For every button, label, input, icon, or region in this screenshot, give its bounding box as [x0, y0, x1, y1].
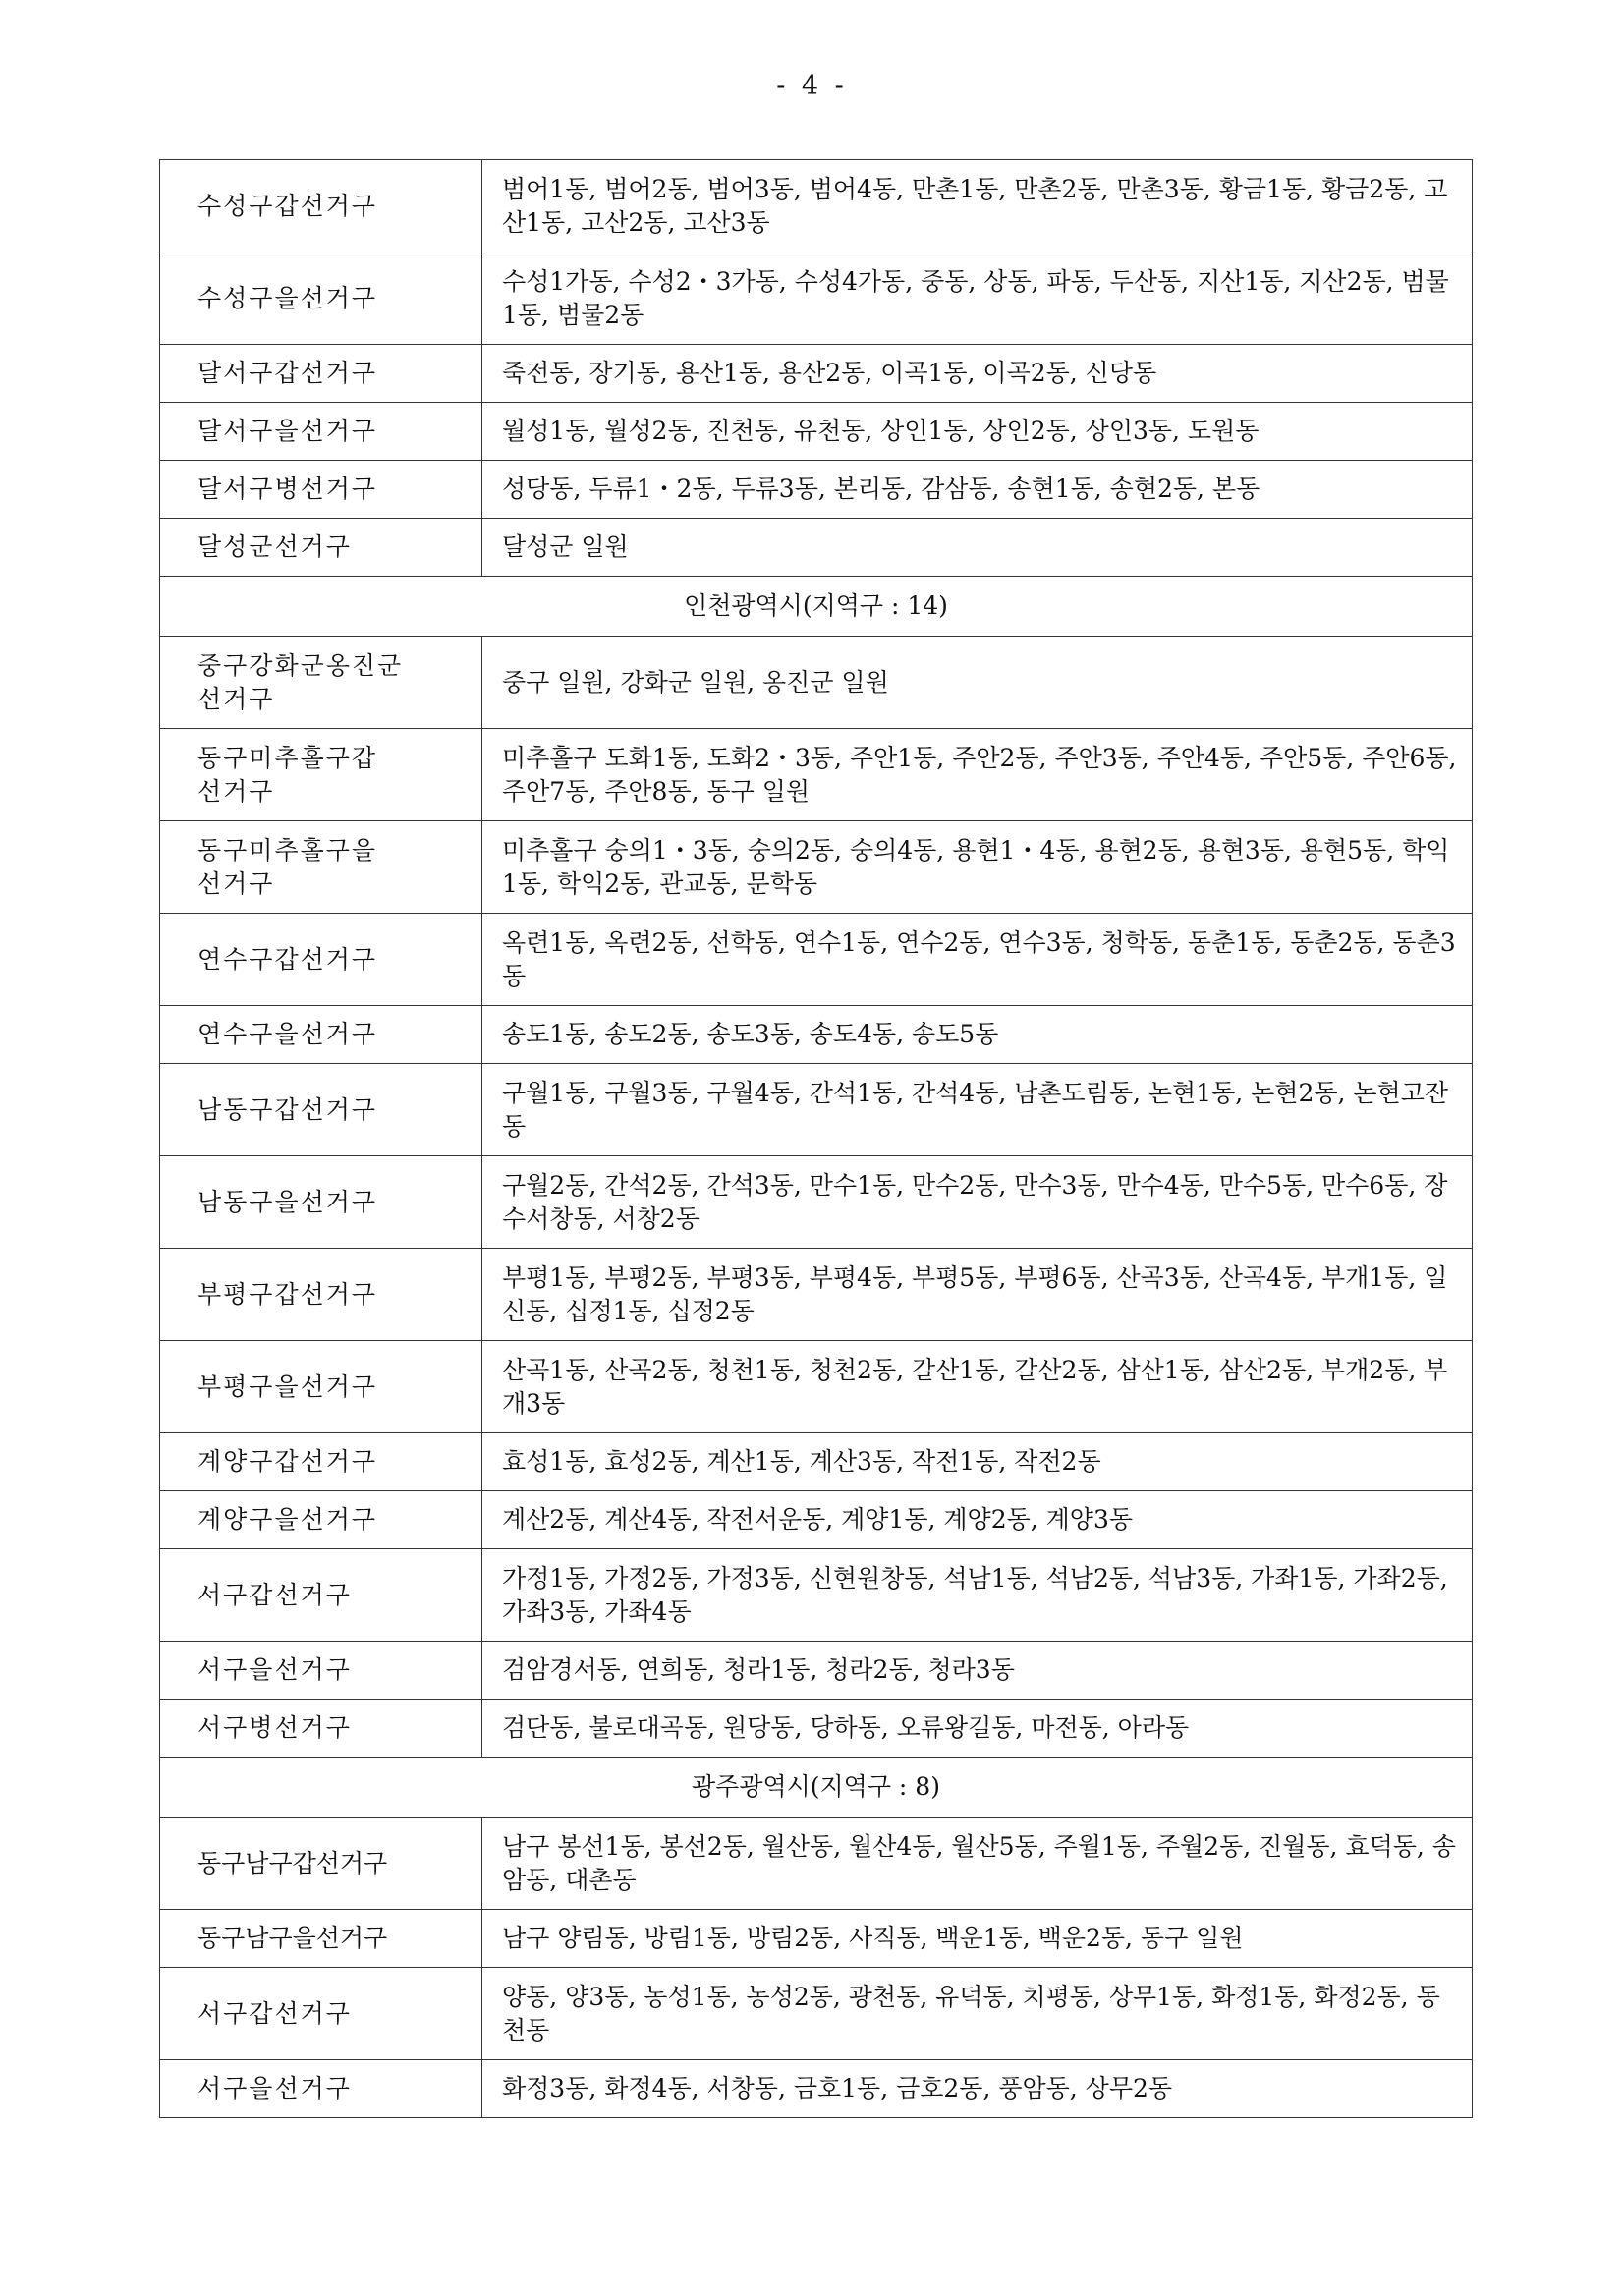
- district-name: [160, 821, 482, 914]
- table-row: [160, 1433, 1473, 1491]
- dong-list: 가정1동, 가정2동, 가정3동, 신현원창동, 석남1동, 석남2동, 석남3동, 가좌1동, 가좌2동, 가좌3동, 가좌4동: [482, 1549, 1473, 1642]
- dong-list: 수성1가동, 수성2・3가동, 수성4가동, 중동, 상동, 파동, 두산동, 지산1동, 지산2동, 범물1동, 범물2동: [482, 252, 1473, 345]
- table-row: [160, 914, 1473, 1006]
- district-name-line2: 선거구: [197, 868, 275, 898]
- district-name: 수성구을선거구: [160, 252, 482, 345]
- section-row: [160, 1758, 1473, 1818]
- district-name: 서구갑선거구: [160, 1968, 482, 2060]
- district-name: 남동구갑선거구: [160, 1064, 482, 1156]
- dong-list: 검단동, 불로대곡동, 원당동, 당하동, 오류왕길동, 마전동, 아라동: [482, 1700, 1473, 1758]
- dong-list: 산곡1동, 산곡2동, 청천1동, 청천2동, 갈산1동, 갈산2동, 삼산1동, 삼산2동, 부개2동, 부개3동: [482, 1341, 1473, 1433]
- district-name: 계양구갑선거구: [160, 1433, 482, 1491]
- district-name: [160, 729, 482, 821]
- dong-list: 송도1동, 송도2동, 송도3동, 송도4동, 송도5동: [482, 1006, 1473, 1064]
- table-row: [160, 461, 1473, 519]
- section-title: 인천광역시(지역구 : 14): [160, 577, 1473, 637]
- dong-list: 옥련1동, 옥련2동, 선학동, 연수1동, 연수2동, 연수3동, 청학동, 동춘1동, 동춘2동, 동춘3동: [482, 914, 1473, 1006]
- district-name: 계양구을선거구: [160, 1491, 482, 1549]
- dong-list: 화정3동, 화정4동, 서창동, 금호1동, 금호2동, 풍암동, 상무2동: [482, 2060, 1473, 2118]
- dong-list: 미추홀구 도화1동, 도화2・3동, 주안1동, 주안2동, 주안3동, 주안4동, 주안5동, 주안6동, 주안7동, 주안8동, 동구 일원: [482, 729, 1473, 821]
- table-row: [160, 1064, 1473, 1156]
- district-name: 달서구병선거구: [160, 461, 482, 519]
- table-row: [160, 1341, 1473, 1433]
- district-name: 부평구갑선거구: [160, 1249, 482, 1341]
- district-name: 서구병선거구: [160, 1700, 482, 1758]
- section-title: 광주광역시(지역구 : 8): [160, 1758, 1473, 1818]
- table-row: [160, 1156, 1473, 1249]
- district-name-line2: 선거구: [197, 684, 275, 713]
- table-row: [160, 1910, 1473, 1968]
- table-row: [160, 1249, 1473, 1341]
- district-name-line1: 중구강화군옹진군: [197, 650, 404, 680]
- table-row: [160, 252, 1473, 345]
- table-row: [160, 821, 1473, 914]
- dong-list: 미추홀구 숭의1・3동, 숭의2동, 숭의4동, 용현1・4동, 용현2동, 용현3동, 용현5동, 학익1동, 학익2동, 관교동, 문학동: [482, 821, 1473, 914]
- section-row: [160, 577, 1473, 637]
- table-row: [160, 1700, 1473, 1758]
- district-name: 서구을선거구: [160, 1642, 482, 1700]
- dong-list: 구월2동, 간석2동, 간석3동, 만수1동, 만수2동, 만수3동, 만수4동, 만수5동, 만수6동, 장수서창동, 서창2동: [482, 1156, 1473, 1249]
- dong-list: 부평1동, 부평2동, 부평3동, 부평4동, 부평5동, 부평6동, 산곡3동, 산곡4동, 부개1동, 일신동, 십정1동, 십정2동: [482, 1249, 1473, 1341]
- district-name: 연수구을선거구: [160, 1006, 482, 1064]
- district-name-line1: 동구미추홀구을: [197, 835, 378, 865]
- table-row: [160, 403, 1473, 461]
- district-name: 수성구갑선거구: [160, 160, 482, 252]
- dong-list: 성당동, 두류1・2동, 두류3동, 본리동, 감삼동, 송현1동, 송현2동, 본동: [482, 461, 1473, 519]
- page-number: - 4 -: [776, 71, 848, 101]
- table-row: [160, 1491, 1473, 1549]
- table-row: [160, 160, 1473, 252]
- dong-list: 달성군 일원: [482, 519, 1473, 577]
- table-row: [160, 729, 1473, 821]
- table-row: [160, 1818, 1473, 1910]
- table-row: [160, 1006, 1473, 1064]
- table-row: [160, 1642, 1473, 1700]
- dong-list: 검암경서동, 연희동, 청라1동, 청라2동, 청라3동: [482, 1642, 1473, 1700]
- dong-list: 효성1동, 효성2동, 계산1동, 계산3동, 작전1동, 작전2동: [482, 1433, 1473, 1491]
- dong-list: 중구 일원, 강화군 일원, 옹진군 일원: [482, 637, 1473, 729]
- district-name: 부평구을선거구: [160, 1341, 482, 1433]
- district-table: [159, 159, 1473, 2118]
- table-row: [160, 637, 1473, 729]
- dong-list: 죽전동, 장기동, 용산1동, 용산2동, 이곡1동, 이곡2동, 신당동: [482, 345, 1473, 403]
- table-row: [160, 345, 1473, 403]
- dong-list: 계산2동, 계산4동, 작전서운동, 계양1동, 계양2동, 계양3동: [482, 1491, 1473, 1549]
- table-row: [160, 1549, 1473, 1642]
- dong-list: 구월1동, 구월3동, 구월4동, 간석1동, 간석4동, 남촌도림동, 논현1동, 논현2동, 논현고잔동: [482, 1064, 1473, 1156]
- dong-list: 양동, 양3동, 농성1동, 농성2동, 광천동, 유덕동, 치평동, 상무1동, 화정1동, 화정2동, 동천동: [482, 1968, 1473, 2060]
- district-name: 달성군선거구: [160, 519, 482, 577]
- dong-list: 범어1동, 범어2동, 범어3동, 범어4동, 만촌1동, 만촌2동, 만촌3동, 황금1동, 황금2동, 고산1동, 고산2동, 고산3동: [482, 160, 1473, 252]
- district-name: 동구남구을선거구: [160, 1910, 482, 1968]
- table-row: [160, 519, 1473, 577]
- dong-list: 월성1동, 월성2동, 진천동, 유천동, 상인1동, 상인2동, 상인3동, 도원동: [482, 403, 1473, 461]
- district-name: [160, 637, 482, 729]
- district-name: 동구남구갑선거구: [160, 1818, 482, 1910]
- dong-list: 남구 봉선1동, 봉선2동, 월산동, 월산4동, 월산5동, 주월1동, 주월2동, 진월동, 효덕동, 송암동, 대촌동: [482, 1818, 1473, 1910]
- district-name-line1: 동구미추홀구갑: [197, 743, 378, 772]
- district-name-line2: 선거구: [197, 776, 275, 806]
- district-name: 서구갑선거구: [160, 1549, 482, 1642]
- district-name: 서구을선거구: [160, 2060, 482, 2118]
- table-row: [160, 2060, 1473, 2118]
- district-name: 남동구을선거구: [160, 1156, 482, 1249]
- district-name: 연수구갑선거구: [160, 914, 482, 1006]
- district-name: 달서구갑선거구: [160, 345, 482, 403]
- dong-list: 남구 양림동, 방림1동, 방림2동, 사직동, 백운1동, 백운2동, 동구 일원: [482, 1910, 1473, 1968]
- table-row: [160, 1968, 1473, 2060]
- district-name: 달서구을선거구: [160, 403, 482, 461]
